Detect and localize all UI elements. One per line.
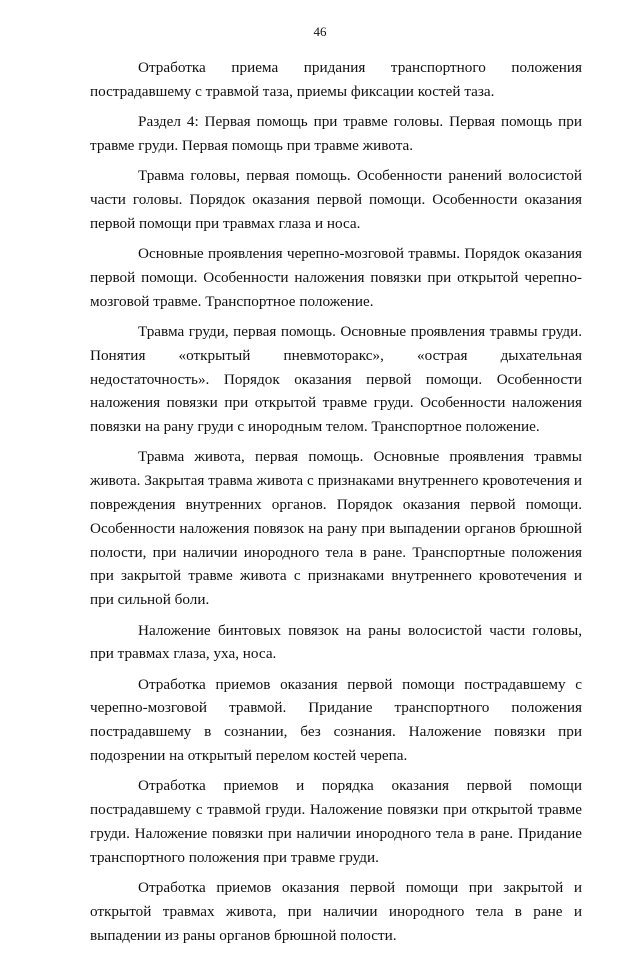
paragraph-bandages-head: Наложение бинтовых повязок на раны волосистой части головы, при травмах глаза, уха, носа.: [90, 621, 582, 663]
paragraph-abdominal-trauma: Травма живота, первая помощь. Основные проявления травмы живота. Закрытая травма живота с признаками внутреннего кровотечения и повреждения внутренних органов. Порядок оказания первой помощи. Особенности наложения повязок на рану при выпадении органов брюшной полости, при наличии инородного тела в ране. Транспортные положения при закрытой травме живота с признаками внутреннего кровотечения и при сильной боли.: [90, 448, 582, 609]
paragraph-practice-abdomen: Отработка приемов оказания первой помощи при закрытой и открытой травмах живота, при наличии инородного тела в ране и выпадении из раны органов брюшной полости.: [90, 879, 582, 944]
paragraph-chest-trauma: Травма груди, первая помощь. Основные проявления травмы груди. Понятия «открытый пневмоторакс», «острая дыхательная недостаточность». Порядок оказания первой помощи. Особенности наложения повязки при открытой травме груди. Особенности наложения повязки на рану груди с инородным телом. Транспортное положение.: [90, 322, 582, 436]
paragraph-practice-craniocerebral: Отработка приемов оказания первой помощи пострадавшему с черепно-мозговой травмой. Придание транспортного положения пострадавшему в сознании, без сознания. Наложение повязки при подозрении на открытый перелом костей черепа.: [90, 675, 582, 765]
paragraph-practice-chest: Отработка приемов и порядка оказания первой помощи пострадавшему с травмой груди. Наложение повязки при открытой травме груди. Наложение повязки при наличии инородного тела в ране. Придание транспортного положения при травме груди.: [90, 777, 582, 866]
paragraph-craniocerebral-trauma: Основные проявления черепно-мозговой травмы. Порядок оказания первой помощи. Особенности наложения повязки при открытой черепно-мозговой травме. Транспортное положение.: [90, 245, 582, 310]
paragraph-pelvis-transport: Отработка приема придания транспортного положения пострадавшему с травмой таза, приемы фиксации костей таза.: [90, 59, 582, 100]
paragraph-section-4-heading: Раздел 4: Первая помощь при травме головы. Первая помощь при травме груди. Первая помощь при травме живота.: [90, 113, 582, 154]
page-number: 46: [313, 24, 327, 39]
paragraph-head-trauma: Травма головы, первая помощь. Особенности ранений волосистой части головы. Порядок оказания первой помощи. Особенности оказания первой помощи при травмах глаза и носа.: [90, 167, 582, 232]
document-body: [90, 56, 582, 954]
